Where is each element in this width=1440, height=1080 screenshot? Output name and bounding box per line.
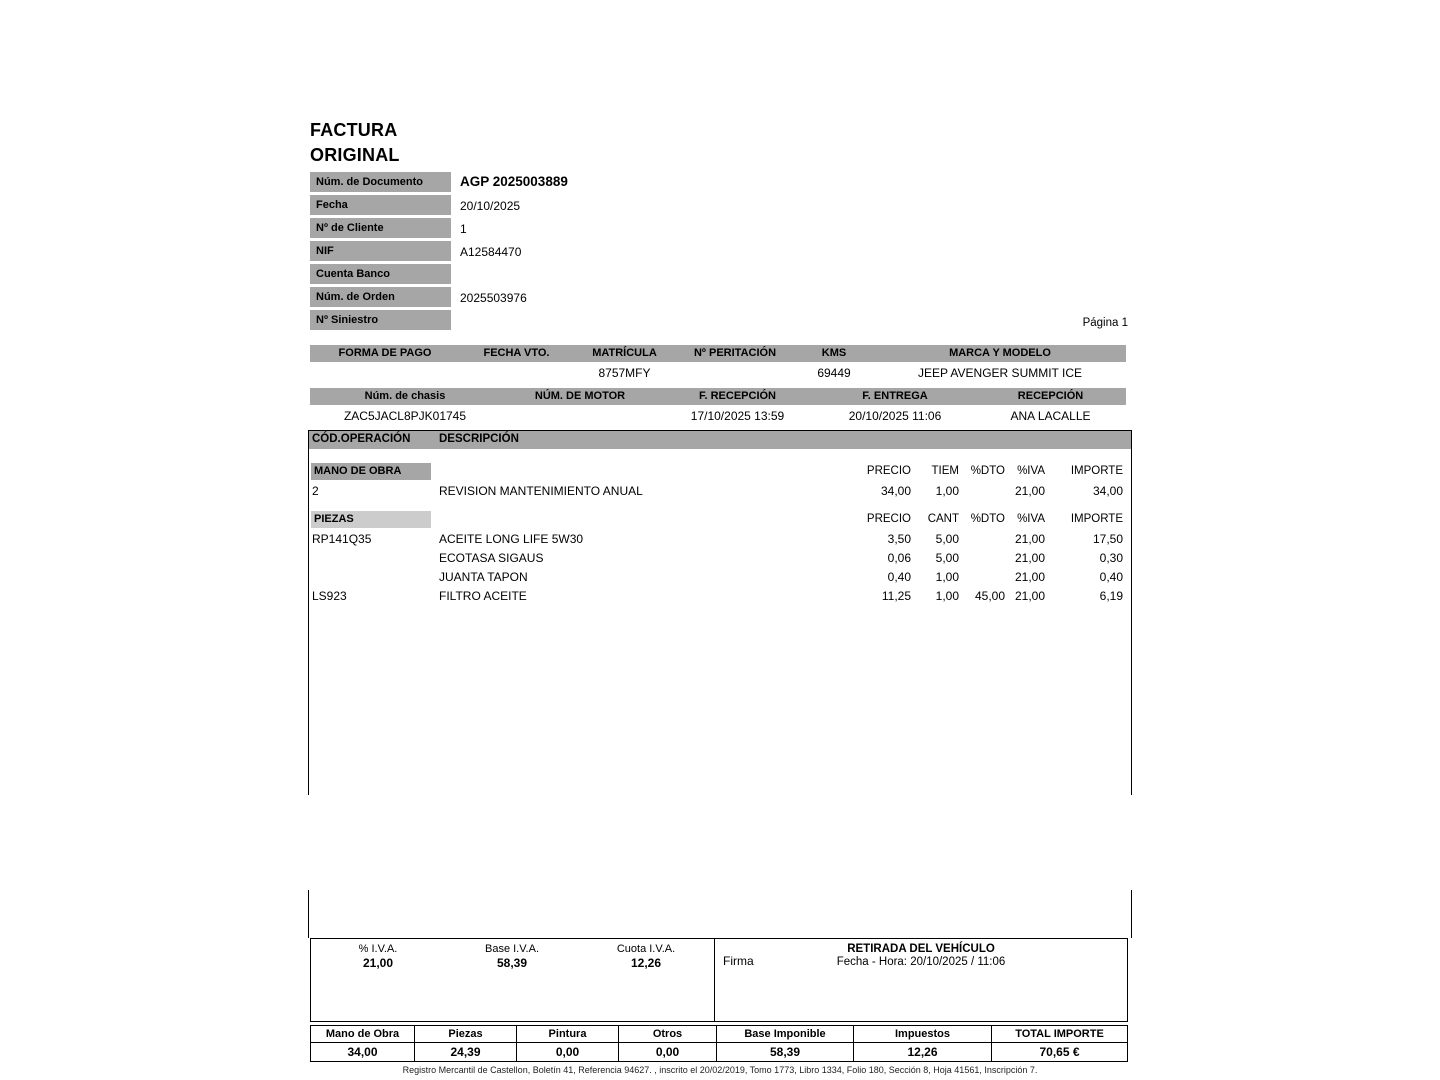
- description-header: DESCRIPCIÓN: [439, 433, 519, 445]
- totals-value-cell: 0,00: [516, 1043, 618, 1061]
- doc-info-label: Núm. de Orden: [310, 287, 451, 307]
- section-header-parts: [309, 509, 1131, 529]
- iva-cuota-label: Cuota I.V.A.: [616, 943, 676, 955]
- col-header-precio: PRECIO: [866, 465, 911, 477]
- total-amount-value: 70,65 €: [991, 1043, 1127, 1061]
- doc-info-label: Nº Siniestro: [310, 310, 451, 330]
- col-header-precio: PRECIO: [866, 513, 911, 525]
- doc-info-value: 2025503976: [460, 291, 527, 305]
- vehicle-header-cell: RECEPCIÓN: [1017, 390, 1084, 402]
- operation-code: LS923: [312, 588, 347, 603]
- vehicle-header-cell: F. RECEPCIÓN: [698, 390, 776, 402]
- totals-header-cell: Piezas: [414, 1026, 516, 1043]
- payment-header-cell: MARCA Y MODELO: [949, 347, 1051, 359]
- cell-iva: 21,00: [1014, 531, 1045, 546]
- totals-header-cell: Mano de Obra: [311, 1026, 414, 1043]
- cell-precio: 3,50: [887, 531, 911, 546]
- chassis-value: ZAC5JACL8PJK01745: [343, 409, 467, 423]
- section-header-labor: [309, 461, 1131, 481]
- doc-info-row: [310, 287, 1128, 307]
- motor-value: [500, 405, 660, 426]
- iva-column: [579, 943, 713, 1021]
- payment-table: [310, 345, 1126, 383]
- detail-table-header: [309, 431, 1131, 449]
- payment-table-values: [310, 362, 1126, 383]
- doc-info-label: Nº de Cliente: [310, 218, 451, 238]
- col-header-dto: %DTO: [970, 513, 1005, 525]
- cell-dto: 45,00: [974, 588, 1005, 603]
- doc-info-row: [310, 195, 1128, 215]
- cell-qty: 5,00: [935, 531, 959, 546]
- col-header-tiem: TIEM: [931, 465, 959, 477]
- doc-info-label: Fecha: [310, 195, 451, 215]
- doc-info-value: AGP 2025003889: [460, 174, 568, 189]
- iva-percent-value: 21,00: [362, 956, 394, 970]
- cell-importe: 6,19: [1099, 588, 1123, 603]
- delivery-date-value: 20/10/2025 11:06: [848, 409, 942, 423]
- footer-legal: Registro Mercantil de Castellon, Boletín 41, Referencia 94627. , inscrito el 20/02/2019, Tomo 1773, Libro 1334, Folio 180, Sección 8, Hoja 41561, Inscripción 7.: [402, 1065, 1038, 1075]
- payment-header-cell: FECHA VTO.: [483, 347, 550, 359]
- payment-header-cell: FORMA DE PAGO: [338, 347, 432, 359]
- detail-row: [309, 481, 1131, 500]
- doc-info-value: [451, 264, 460, 284]
- totals-header-cell: Impuestos: [853, 1026, 991, 1043]
- doc-info-label: Cuenta Banco: [310, 264, 451, 284]
- col-header-iva: %IVA: [1017, 513, 1045, 525]
- totals-header-cell: TOTAL IMPORTE: [991, 1026, 1127, 1043]
- totals-value-cell: 58,39: [716, 1043, 853, 1061]
- vehicle-header-cell: NÚM. DE MOTOR: [534, 390, 626, 402]
- payment-value-cell: [460, 362, 573, 383]
- cell-precio: 0,06: [887, 550, 911, 565]
- doc-info-row: [310, 218, 1128, 238]
- signature-area: [715, 939, 1127, 1021]
- invoice-title: [310, 118, 400, 168]
- document-info-table: [310, 172, 1128, 333]
- doc-info-row: [310, 172, 1128, 192]
- doc-info-row: [310, 241, 1128, 261]
- cell-qty: 5,00: [935, 550, 959, 565]
- totals-value-cell: 34,00: [347, 1045, 378, 1059]
- detail-row: [309, 548, 1131, 567]
- cell-importe: 0,40: [1099, 569, 1123, 584]
- doc-info-value: [451, 310, 460, 330]
- iva-summary-box: [310, 938, 1128, 1022]
- cell-iva: 21,00: [1014, 550, 1045, 565]
- vehicle-header-cell: F. ENTREGA: [862, 390, 928, 402]
- vehicle-pickup-datetime: Fecha - Hora: 20/10/2025 / 11:06: [836, 956, 1006, 968]
- cell-iva: 21,00: [1014, 588, 1045, 603]
- doc-info-value: 20/10/2025: [460, 199, 521, 213]
- payment-value-cell: [310, 362, 460, 383]
- detail-row: [309, 567, 1131, 586]
- detail-table: [308, 430, 1132, 795]
- totals-header-cell: Base Imponible: [716, 1026, 853, 1043]
- signature-label: Firma: [723, 954, 754, 968]
- totals-values-row: [311, 1043, 1127, 1061]
- col-header-iva: %IVA: [1017, 465, 1045, 477]
- cell-precio: 0,40: [887, 569, 911, 584]
- cell-importe: 0,30: [1099, 550, 1123, 565]
- doc-info-row: [310, 310, 1128, 330]
- receptionist-value: ANA LACALLE: [1010, 409, 1091, 423]
- make-model-value: JEEP AVENGER SUMMIT ICE: [917, 366, 1083, 380]
- vehicle-header-cell: Núm. de chasis: [364, 390, 446, 402]
- cell-precio: 11,25: [881, 588, 911, 603]
- kms-value: 69449: [817, 366, 851, 380]
- iva-column: [311, 943, 445, 1021]
- vehicle-table-header: [310, 388, 1126, 405]
- detail-row: [309, 529, 1131, 548]
- totals-value-cell: 24,39: [414, 1043, 516, 1061]
- detail-table-body: [309, 449, 1131, 605]
- invoice-title-line1: FACTURA: [310, 120, 398, 140]
- reception-date-value: 17/10/2025 13:59: [690, 409, 785, 423]
- totals-value-cell: 12,26: [853, 1043, 991, 1061]
- vehicle-table: [310, 388, 1126, 426]
- operation-code: RP141Q35: [312, 531, 372, 546]
- operation-code: 2: [312, 483, 319, 498]
- section-label: MANO DE OBRA: [311, 463, 431, 480]
- cell-importe: 17,50: [1092, 531, 1123, 546]
- totals-table: [310, 1025, 1128, 1062]
- invoice-title-line2: ORIGINAL: [310, 145, 400, 165]
- doc-info-value: A12584470: [460, 245, 522, 259]
- totals-header-row: [311, 1026, 1127, 1043]
- payment-value-cell: [676, 362, 794, 383]
- doc-info-label: NIF: [310, 241, 451, 261]
- col-header-importe: IMPORTE: [1070, 513, 1123, 525]
- col-header-cant: CANT: [927, 513, 959, 525]
- totals-value-cell: 0,00: [618, 1043, 716, 1061]
- iva-cuota-value: 12,26: [630, 956, 662, 970]
- totals-header-cell: Otros: [618, 1026, 716, 1043]
- operation-description: ECOTASA SIGAUS: [439, 550, 544, 565]
- vehicle-pickup: [715, 943, 1127, 968]
- iva-percent-label: % I.V.A.: [358, 943, 398, 955]
- operation-description: ACEITE LONG LIFE 5W30: [439, 531, 584, 546]
- operation-description: FILTRO ACEITE: [439, 588, 527, 603]
- cell-importe: 34,00: [1092, 483, 1123, 498]
- operation-description: REVISION MANTENIMIENTO ANUAL: [439, 483, 643, 498]
- cell-precio: 34,00: [880, 483, 911, 498]
- iva-column: [445, 943, 579, 1021]
- cell-iva: 21,00: [1014, 483, 1045, 498]
- iva-base-label: Base I.V.A.: [484, 943, 540, 955]
- payment-table-header: [310, 345, 1126, 362]
- doc-info-value: 1: [460, 222, 467, 236]
- vehicle-pickup-title: RETIRADA DEL VEHÍCULO: [847, 943, 995, 955]
- payment-header-cell: KMS: [821, 347, 847, 359]
- cell-qty: 1,00: [935, 588, 959, 603]
- section-label: PIEZAS: [311, 511, 431, 528]
- col-header-importe: IMPORTE: [1070, 465, 1123, 477]
- doc-info-row: [310, 264, 1128, 284]
- vehicle-table-values: [310, 405, 1126, 426]
- page-number: Página 1: [1082, 317, 1128, 329]
- plate-value: 8757MFY: [598, 366, 651, 380]
- payment-header-cell: Nº PERITACIÓN: [693, 347, 777, 359]
- payment-header-cell: MATRÍCULA: [592, 347, 657, 359]
- cell-qty: 1,00: [935, 483, 959, 498]
- col-header-dto: %DTO: [970, 465, 1005, 477]
- detail-row: [309, 586, 1131, 605]
- detail-table-continuation: [308, 890, 1132, 938]
- spacer: [309, 500, 1131, 509]
- operation-code-header: CÓD.OPERACIÓN: [312, 433, 411, 445]
- iva-base-value: 58,39: [496, 956, 528, 970]
- cell-iva: 21,00: [1014, 569, 1045, 584]
- operation-description: JUANTA TAPON: [439, 569, 528, 584]
- cell-qty: 1,00: [935, 569, 959, 584]
- iva-summary: [311, 939, 715, 1021]
- doc-info-label: Núm. de Documento: [310, 172, 451, 192]
- totals-header-cell: Pintura: [516, 1026, 618, 1043]
